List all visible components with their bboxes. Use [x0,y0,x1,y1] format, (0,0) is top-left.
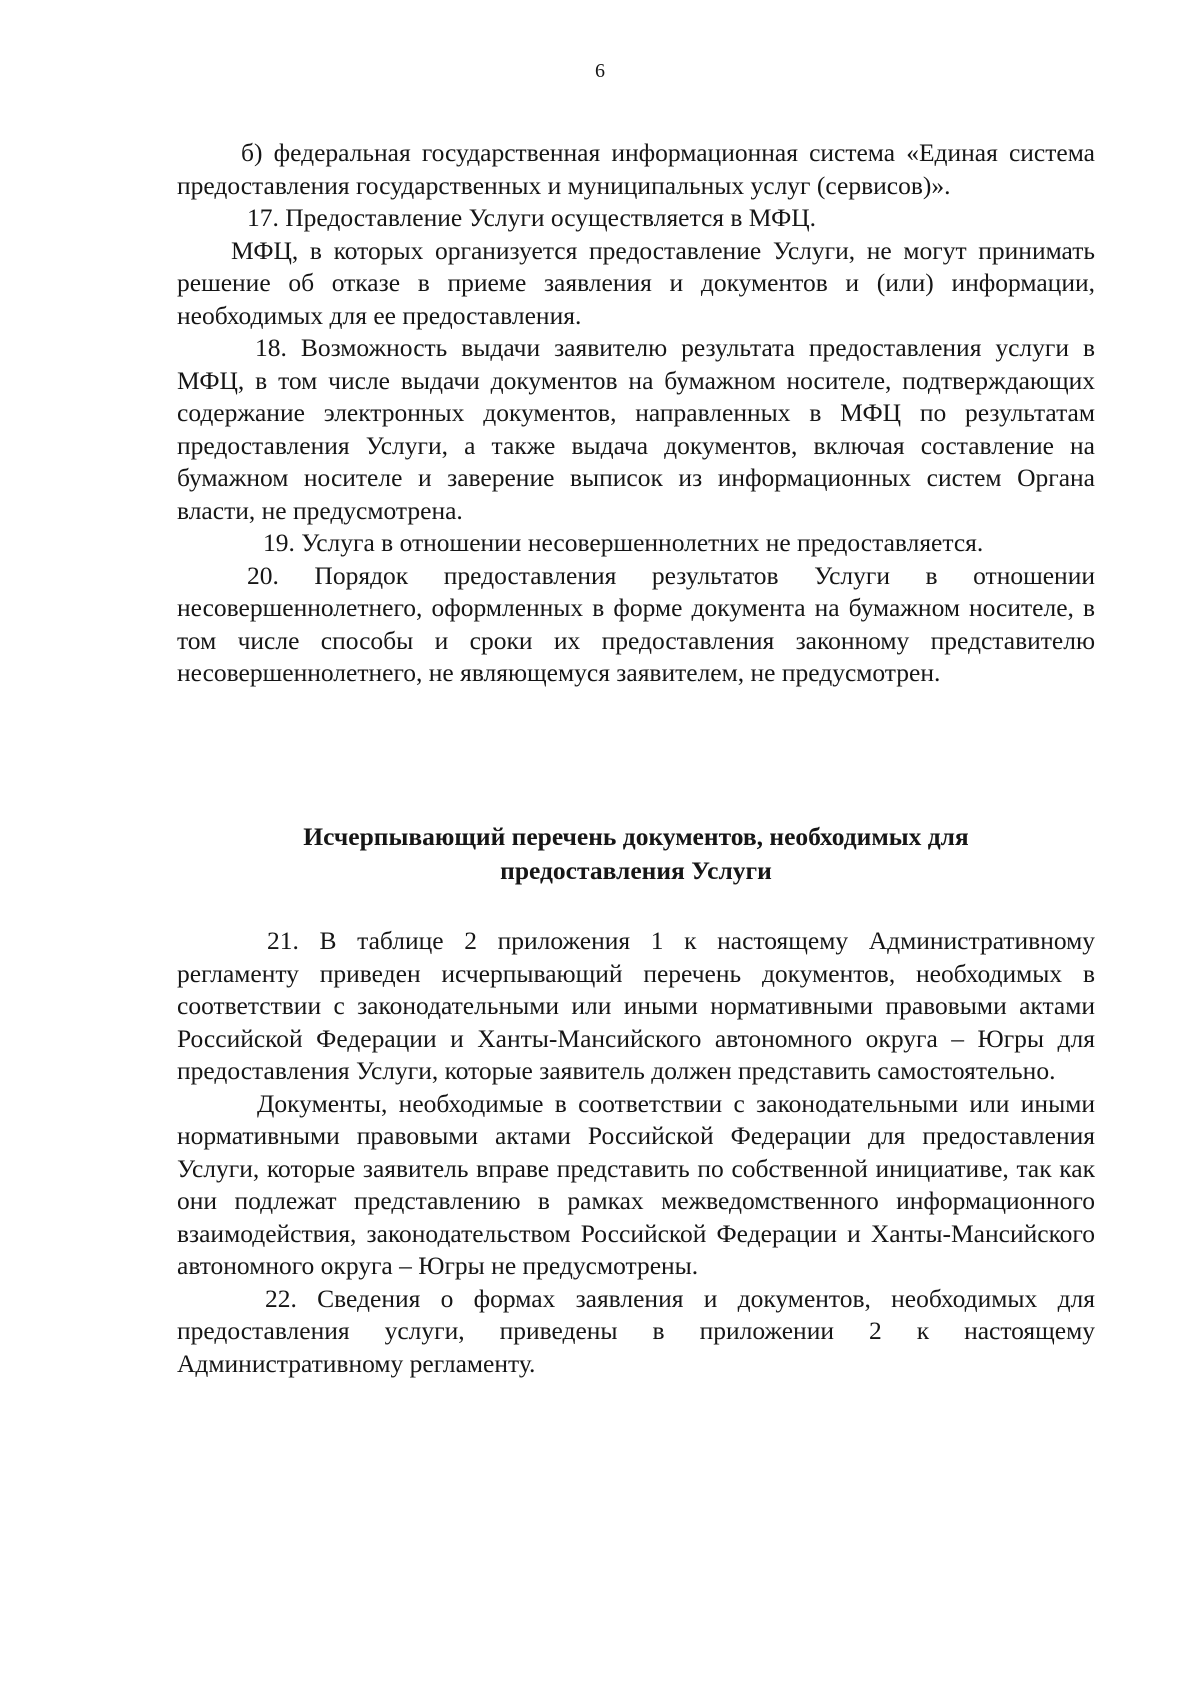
paragraph-17-mfc: МФЦ, в которых организуется предоставление Услуги, не могут принимать решение об отказе в приеме заявления и документов и (или) информации, необходимых для ее предоставления. [177,235,1095,330]
paragraph-19: 19. Услуга в отношении несовершеннолетних не предоставляется. [263,528,984,557]
section-heading-line-2: предоставления Услуги [500,856,772,885]
paragraph-21-documents: Документы, необходимые в соответствии с законодательными или иными нормативными правовыми актами Российской Федерации для предоставления Услуги, которые заявитель вправе представить по собственной инициативе, так как они подлежат представлению в рамках межведомственного информационного взаимодействия, законодательством Российской Федерации и Ханты-Мансийского автономного округа – Югры не предусмотрены. [177,1088,1095,1280]
section-heading [177,820,1095,888]
text-section-top [177,137,1095,690]
section-heading-line-1: Исчерпывающий перечень документов, необходимых для [303,822,969,851]
paragraph-18: 18. Возможность выдачи заявителю результата предоставления услуги в МФЦ, в том числе выдачи документов на бумажном носителе, подтверждающих содержание электронных документов, направленных в МФЦ по результатам предоставления Услуги, а также выдача документов, включая составление на бумажном носителе и заверение выписок из информационных систем Органа власти, не предусмотрена. [177,333,1095,525]
paragraph-16b: б) федеральная государственная информационная система «Единая система предоставления государственных и муниципальных услуг (сервисов)». [177,138,1095,200]
text-section-bottom [177,925,1095,1380]
paragraph-20: 20. Порядок предоставления результатов Услуги в отношении несовершеннолетнего, оформленных в форме документа на бумажном носителе, в том числе способы и сроки их предоставления законному представителю несовершеннолетнего, не являющемуся заявителем, не предусмотрен. [177,560,1095,687]
paragraph-17: 17. Предоставление Услуги осуществляется в МФЦ. [247,203,817,232]
paragraph-22: 22. Сведения о формах заявления и документов, необходимых для предоставления услуги, приведены в приложении 2 к настоящему Административному регламенту. [177,1283,1095,1378]
page-number: 6 [595,60,605,82]
paragraph-21: 21. В таблице 2 приложения 1 к настоящему Административному регламенту приведен исчерпывающий перечень документов, необходимых в соответствии с законодательными или иными нормативными правовыми актами Российской Федерации и Ханты-Мансийского автономного округа – Югры для предоставления Услуги, которые заявитель должен представить самостоятельно. [177,926,1095,1085]
